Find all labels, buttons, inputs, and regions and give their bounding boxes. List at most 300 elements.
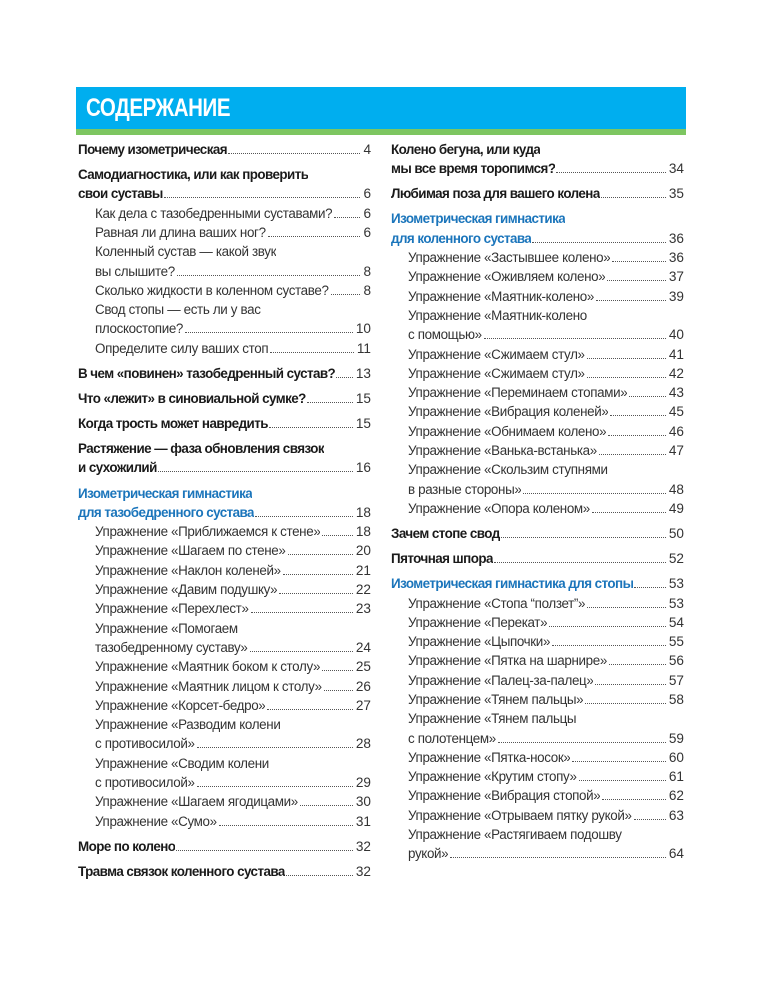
toc-subentry[interactable] bbox=[78, 300, 371, 339]
toc-entry-title: Зачем стопе свод bbox=[391, 526, 500, 542]
toc-chapter-entry[interactable] bbox=[391, 184, 684, 203]
toc-subentry[interactable] bbox=[391, 364, 684, 383]
toc-entry-line bbox=[78, 300, 371, 319]
toc-subentry[interactable] bbox=[391, 632, 684, 651]
toc-chapter-entry[interactable] bbox=[391, 140, 684, 179]
toc-chapter-entry[interactable] bbox=[78, 389, 371, 408]
dot-leader bbox=[286, 874, 353, 876]
toc-page-number: 24 bbox=[355, 639, 371, 655]
toc-entry-line bbox=[391, 229, 684, 248]
toc-entry-line bbox=[391, 767, 684, 786]
toc-entry-line bbox=[391, 844, 684, 863]
dot-leader bbox=[484, 337, 666, 339]
toc-entry-line bbox=[391, 402, 684, 421]
toc-page-number: 34 bbox=[668, 161, 684, 177]
toc-entry-line bbox=[78, 414, 371, 433]
toc-entry-line bbox=[78, 484, 371, 503]
toc-entry-line bbox=[78, 522, 371, 541]
toc-page-number: 49 bbox=[668, 500, 684, 516]
toc-entry-title: Травма связок коленного сустава bbox=[78, 863, 285, 879]
dot-leader bbox=[158, 470, 353, 472]
toc-entry-line bbox=[78, 242, 371, 261]
toc-entry-title: рукой» bbox=[408, 846, 449, 862]
dot-leader bbox=[498, 741, 666, 743]
toc-entry-line bbox=[78, 696, 371, 715]
toc-chapter-entry[interactable] bbox=[78, 364, 371, 383]
toc-entry-title: Упражнение «Вибрация стопой» bbox=[408, 788, 601, 804]
toc-entry-line bbox=[78, 541, 371, 560]
dot-leader bbox=[288, 553, 353, 555]
toc-subentry[interactable] bbox=[391, 613, 684, 632]
toc-page-number: 25 bbox=[355, 659, 371, 675]
toc-entry-title: Упражнение «Давим подушку» bbox=[95, 582, 278, 598]
toc-entry-title: Колено бегуна, или куда bbox=[391, 142, 541, 157]
toc-subentry[interactable] bbox=[78, 715, 371, 754]
toc-page-number: 22 bbox=[355, 582, 371, 598]
dot-leader bbox=[279, 592, 353, 594]
dot-leader bbox=[587, 357, 666, 359]
dot-leader bbox=[587, 606, 666, 608]
dot-leader bbox=[532, 241, 666, 243]
toc-entry-line bbox=[391, 422, 684, 441]
toc-subentry[interactable] bbox=[391, 402, 684, 421]
toc-page-number: 41 bbox=[668, 346, 684, 362]
toc-page-number: 32 bbox=[355, 838, 371, 854]
toc-entry-line bbox=[78, 619, 371, 638]
toc-page-number: 15 bbox=[355, 416, 371, 432]
toc-entry-title: плоскостопие? bbox=[95, 321, 184, 337]
toc-subentry[interactable] bbox=[78, 242, 371, 281]
toc-page-number: 21 bbox=[355, 562, 371, 578]
toc-entry-line bbox=[78, 439, 371, 458]
toc-page-number: 50 bbox=[668, 526, 684, 542]
dot-leader bbox=[177, 274, 361, 276]
toc-entry-title: свои суставы bbox=[78, 186, 163, 202]
toc-page-number: 10 bbox=[355, 321, 371, 337]
toc-entry-line bbox=[78, 503, 371, 522]
toc-entry-title: Коленный сустав — какой звук bbox=[95, 244, 277, 260]
toc-entry-title: Упражнение «Застывшее колено» bbox=[408, 250, 611, 266]
toc-page-number: 52 bbox=[668, 551, 684, 567]
toc-entry-title: Изометрическая гимнастика bbox=[391, 211, 566, 227]
toc-subentry[interactable] bbox=[391, 248, 684, 267]
toc-page-number: 62 bbox=[668, 788, 684, 804]
toc-subentry[interactable] bbox=[78, 339, 371, 358]
toc-subentry[interactable] bbox=[78, 696, 371, 715]
toc-entry-title: Упражнение «Тянем пальцы bbox=[408, 711, 577, 727]
toc-subentry[interactable] bbox=[391, 825, 684, 864]
dot-leader bbox=[595, 683, 665, 685]
dot-leader bbox=[267, 708, 352, 710]
toc-entry-line bbox=[78, 458, 371, 477]
dot-leader bbox=[556, 171, 665, 173]
dot-leader bbox=[596, 299, 666, 301]
toc-entry-line bbox=[391, 825, 684, 844]
toc-entry-title: вы слышите? bbox=[95, 263, 175, 279]
toc-page-number: 15 bbox=[355, 390, 371, 406]
toc-chapter-entry[interactable] bbox=[78, 414, 371, 433]
toc-chapter-entry[interactable] bbox=[78, 165, 371, 204]
toc-entry-title: Упражнение «Вибрация коленей» bbox=[408, 404, 609, 420]
dot-leader bbox=[197, 746, 353, 748]
toc-page-number: 42 bbox=[668, 365, 684, 381]
toc-subentry[interactable] bbox=[391, 460, 684, 499]
toc-page-number: 16 bbox=[355, 460, 371, 476]
toc-entry-line bbox=[391, 460, 684, 479]
toc-entry-line bbox=[391, 651, 684, 670]
toc-subentry[interactable] bbox=[78, 580, 371, 599]
toc-page-number: 55 bbox=[668, 634, 684, 650]
toc-entry-line bbox=[78, 262, 371, 281]
toc-entry-line bbox=[391, 140, 684, 159]
toc-subentry[interactable] bbox=[78, 281, 371, 300]
dot-leader bbox=[300, 804, 353, 806]
toc-entry-title: Упражнение «Цыпочки» bbox=[408, 634, 551, 650]
toc-entry-title: Море по колено bbox=[78, 838, 176, 854]
toc-entry-line bbox=[78, 837, 371, 856]
toc-entry-line bbox=[391, 364, 684, 383]
dot-leader bbox=[228, 152, 360, 154]
toc-entry-title: Упражнение «Помогаем bbox=[95, 620, 238, 636]
toc-page-number: 18 bbox=[355, 504, 371, 520]
toc-page-number: 4 bbox=[363, 142, 371, 157]
toc-subentry[interactable] bbox=[391, 651, 684, 670]
toc-page-number: 39 bbox=[668, 288, 684, 304]
toc-entry-title: Свод стопы — есть ли у вас bbox=[95, 302, 261, 318]
toc-entry-title: Упражнение «Сумо» bbox=[95, 813, 217, 829]
toc-entry-title: Упражнение «Шагаем по стене» bbox=[95, 543, 286, 559]
toc-entry-line bbox=[391, 267, 684, 286]
toc-page-number: 6 bbox=[363, 186, 371, 202]
dot-leader bbox=[197, 785, 353, 787]
toc-entry-line bbox=[78, 364, 371, 383]
toc-subentry[interactable] bbox=[78, 754, 371, 793]
dot-leader bbox=[250, 650, 353, 652]
toc-page-number: 32 bbox=[355, 863, 371, 879]
toc-entry-line bbox=[391, 729, 684, 748]
dot-leader bbox=[255, 515, 353, 517]
toc-page-number: 37 bbox=[668, 269, 684, 285]
dot-leader bbox=[164, 196, 361, 198]
toc-subentry[interactable] bbox=[391, 690, 684, 709]
dot-leader bbox=[585, 702, 666, 704]
toc-chapter-entry[interactable] bbox=[78, 862, 371, 881]
toc-page-number: 23 bbox=[355, 601, 371, 617]
toc-chapter-entry[interactable] bbox=[391, 549, 684, 568]
toc-entry-line bbox=[78, 773, 371, 792]
toc-entry-title: Изометрическая гимнастика bbox=[78, 485, 253, 501]
toc-page-number: 35 bbox=[668, 186, 684, 202]
toc-page-number: 57 bbox=[668, 672, 684, 688]
toc-entry-title: Упражнение «Оживляем колено» bbox=[408, 269, 606, 285]
toc-chapter-entry[interactable] bbox=[78, 439, 371, 478]
toc-subentry[interactable] bbox=[391, 709, 684, 748]
toc-entry-title: Упражнение «Ванька-встанька» bbox=[408, 443, 597, 459]
toc-page-number: 36 bbox=[668, 230, 684, 246]
toc-subentry[interactable] bbox=[78, 619, 371, 658]
toc-page-number: 61 bbox=[668, 769, 684, 785]
toc-entry-title: с помощью» bbox=[408, 327, 482, 343]
dot-leader bbox=[450, 856, 666, 858]
toc-subentry[interactable] bbox=[78, 812, 371, 831]
dot-leader bbox=[322, 534, 352, 536]
toc-subentry[interactable] bbox=[391, 441, 684, 460]
toc-entry-line bbox=[391, 184, 684, 203]
toc-entry-line bbox=[391, 632, 684, 651]
toc-entry-title: Упражнение «Перекат» bbox=[408, 614, 548, 630]
dot-leader bbox=[609, 663, 666, 665]
toc-subentry[interactable] bbox=[391, 267, 684, 286]
toc-page-number: 58 bbox=[668, 692, 684, 707]
toc-entry-line bbox=[78, 638, 371, 657]
toc-entry-line bbox=[78, 339, 371, 358]
toc-entry-title: Упражнение «Тянем пальцы» bbox=[408, 692, 584, 707]
toc-page-number: 29 bbox=[355, 774, 371, 790]
toc-page-number: 46 bbox=[668, 423, 684, 439]
toc-column-right bbox=[391, 140, 684, 864]
toc-subentry[interactable] bbox=[391, 594, 684, 613]
toc-entry-title: Равная ли длина ваших ног? bbox=[95, 224, 266, 240]
toc-entry-line bbox=[78, 599, 371, 618]
dot-leader bbox=[629, 395, 666, 397]
toc-entry-line bbox=[391, 306, 684, 325]
toc-entry-title: Сколько жидкости в коленном суставе? bbox=[95, 282, 329, 298]
toc-entry-title: для коленного сустава bbox=[391, 230, 532, 246]
toc-entry-title: с полотенцем» bbox=[408, 730, 496, 746]
toc-entry-line bbox=[391, 345, 684, 364]
toc-subentry[interactable] bbox=[391, 306, 684, 345]
dot-leader bbox=[185, 331, 353, 333]
toc-entry-line bbox=[391, 499, 684, 518]
toc-entry-line bbox=[78, 715, 371, 734]
toc-subentry[interactable] bbox=[391, 806, 684, 825]
toc-subentry[interactable] bbox=[391, 671, 684, 690]
toc-entry-line bbox=[78, 657, 371, 676]
toc-subentry[interactable] bbox=[78, 541, 371, 560]
toc-page-number: 40 bbox=[668, 327, 684, 343]
dot-leader bbox=[270, 351, 354, 353]
toc-entry-line bbox=[391, 574, 684, 593]
toc-subentry[interactable] bbox=[78, 522, 371, 541]
toc-entry-line bbox=[391, 209, 684, 228]
toc-page-number: 6 bbox=[363, 224, 371, 240]
toc-subentry[interactable] bbox=[391, 422, 684, 441]
dot-leader bbox=[572, 760, 665, 762]
toc-page-number: 54 bbox=[668, 614, 684, 630]
toc-subentry[interactable] bbox=[391, 499, 684, 518]
toc-entry-title: Упражнение «Палец-за-палец» bbox=[408, 672, 594, 688]
toc-entry-title: Упражнение «Разводим колени bbox=[95, 717, 281, 733]
banner-green-stripe bbox=[76, 129, 686, 135]
dot-leader bbox=[523, 492, 665, 494]
toc-entry-line bbox=[391, 287, 684, 306]
toc-page-number: 20 bbox=[355, 543, 371, 559]
toc-entry-title: Упражнение «Наклон коленей» bbox=[95, 562, 281, 578]
dot-leader bbox=[610, 414, 665, 416]
toc-entry-line bbox=[391, 325, 684, 344]
toc-entry-title: в разные стороны» bbox=[408, 481, 522, 497]
toc-page-number: 60 bbox=[668, 749, 684, 765]
toc-section-heading[interactable] bbox=[391, 209, 684, 248]
toc-entry-title: Любимая поза для вашего колена bbox=[391, 186, 600, 202]
toc-entry-title: Самодиагностика, или как проверить bbox=[78, 167, 309, 183]
toc-entry-line bbox=[391, 786, 684, 805]
dot-leader bbox=[283, 573, 353, 575]
toc-entry-line bbox=[78, 754, 371, 773]
toc-entry-line bbox=[78, 580, 371, 599]
toc-entry-title: Упражнение «Растягиваем подошву bbox=[408, 827, 622, 843]
toc-entry-line bbox=[391, 806, 684, 825]
dot-leader bbox=[612, 260, 666, 262]
toc-entry-title: для тазобедренного сустава bbox=[78, 504, 254, 520]
toc-entry-line bbox=[78, 734, 371, 753]
toc-page-number: 26 bbox=[355, 678, 371, 694]
toc-subentry[interactable] bbox=[78, 223, 371, 242]
toc-entry-title: Упражнение «Маятник-колено bbox=[408, 307, 587, 323]
toc-section-heading[interactable] bbox=[391, 574, 684, 593]
toc-entry-title: с противосилой» bbox=[95, 774, 195, 790]
toc-page-number: 47 bbox=[668, 443, 684, 459]
dot-leader bbox=[336, 376, 353, 378]
toc-entry-title: Упражнение «Приближаемся к стене» bbox=[95, 524, 321, 540]
toc-entry-line bbox=[78, 184, 371, 203]
toc-entry-line bbox=[391, 248, 684, 267]
toc-subentry[interactable] bbox=[78, 204, 371, 223]
toc-entry-line bbox=[78, 140, 371, 159]
toc-chapter-entry[interactable] bbox=[78, 837, 371, 856]
toc-entry-title: Что «лежит» в синовиальной сумке? bbox=[78, 390, 306, 406]
toc-entry-line bbox=[78, 389, 371, 408]
toc-entry-title: Упражнение «Маятник боком к столу» bbox=[95, 659, 321, 675]
toc-column-left bbox=[78, 140, 371, 881]
toc-subentry[interactable] bbox=[391, 786, 684, 805]
toc-page-number: 36 bbox=[668, 250, 684, 266]
toc-entry-title: с противосилой» bbox=[95, 736, 195, 752]
dot-leader bbox=[322, 669, 353, 671]
dot-leader bbox=[269, 426, 353, 428]
toc-entry-line bbox=[391, 594, 684, 613]
toc-page-number: 56 bbox=[668, 653, 684, 669]
toc-entry-line bbox=[391, 524, 684, 543]
toc-entry-title: Растяжение — фаза обновления связок bbox=[78, 441, 325, 457]
dot-leader bbox=[608, 434, 666, 436]
toc-entry-line bbox=[391, 480, 684, 499]
dot-leader bbox=[587, 376, 666, 378]
toc-subentry[interactable] bbox=[78, 677, 371, 696]
toc-page-number: 6 bbox=[363, 205, 371, 221]
toc-page-number: 53 bbox=[668, 595, 684, 611]
toc-entry-title: Упражнение «Скользим ступнями bbox=[408, 462, 608, 478]
toc-page-number: 48 bbox=[668, 481, 684, 497]
toc-entry-title: Упражнение «Сжимаем стул» bbox=[408, 365, 585, 381]
toc-page-number: 63 bbox=[668, 807, 684, 823]
toc-subentry[interactable] bbox=[391, 287, 684, 306]
toc-entry-line bbox=[78, 862, 371, 881]
toc-subentry[interactable] bbox=[391, 345, 684, 364]
toc-entry-line bbox=[78, 223, 371, 242]
toc-entry-title: Упражнение «Опора коленом» bbox=[408, 500, 590, 516]
toc-page-number: 64 bbox=[668, 846, 684, 862]
toc-entry-title: В чем «повинен» тазобедренный сустав? bbox=[78, 365, 336, 381]
toc-subentry[interactable] bbox=[391, 767, 684, 786]
dot-leader bbox=[268, 235, 361, 237]
toc-entry-line bbox=[78, 281, 371, 300]
page-title: СОДЕРЖАНИЕ bbox=[86, 94, 231, 122]
toc-entry-line bbox=[78, 561, 371, 580]
toc-entry-title: Упражнение «Пятка на шарнире» bbox=[408, 653, 607, 669]
toc-page-number: 31 bbox=[355, 813, 371, 829]
toc-chapter-entry[interactable] bbox=[391, 524, 684, 543]
toc-entry-line bbox=[391, 383, 684, 402]
toc-page-number: 53 bbox=[668, 576, 684, 592]
dot-leader bbox=[634, 818, 666, 820]
toc-section-heading[interactable] bbox=[78, 484, 371, 523]
toc-entry-title: Изометрическая гимнастика для стопы bbox=[391, 576, 634, 592]
toc-entry-line bbox=[78, 792, 371, 811]
toc-entry-line bbox=[78, 677, 371, 696]
toc-subentry[interactable] bbox=[78, 792, 371, 811]
dot-leader bbox=[592, 511, 666, 513]
toc-page-number: 13 bbox=[355, 365, 371, 381]
toc-chapter-entry[interactable] bbox=[78, 140, 371, 159]
toc-page-number: 45 bbox=[668, 404, 684, 420]
toc-entry-title: Упражнение «Шагаем ягодицами» bbox=[95, 794, 298, 810]
toc-subentry[interactable] bbox=[391, 748, 684, 767]
toc-page-number: 8 bbox=[363, 263, 371, 279]
dot-leader bbox=[176, 849, 352, 851]
toc-subentry[interactable] bbox=[78, 599, 371, 618]
toc-subentry[interactable] bbox=[78, 657, 371, 676]
toc-entry-line bbox=[391, 709, 684, 728]
toc-entry-title: Упражнение «Стопа “ползет”» bbox=[408, 595, 586, 611]
toc-entry-title: Упражнение «Маятник лицом к столу» bbox=[95, 678, 322, 694]
dot-leader bbox=[552, 644, 666, 646]
toc-page-number: 59 bbox=[668, 730, 684, 746]
toc-subentry[interactable] bbox=[391, 383, 684, 402]
toc-entry-line bbox=[391, 159, 684, 178]
toc-entry-title: Упражнение «Маятник-колено» bbox=[408, 288, 594, 304]
dot-leader bbox=[307, 401, 353, 403]
toc-page-number: 27 bbox=[355, 697, 371, 713]
toc-entry-title: Пяточная шпора bbox=[391, 551, 493, 567]
toc-entry-title: Определите силу ваших стоп bbox=[95, 340, 269, 356]
toc-page-number: 11 bbox=[356, 340, 371, 356]
toc-entry-title: Упражнение «Пятка-носок» bbox=[408, 749, 571, 765]
dot-leader bbox=[579, 779, 666, 781]
dot-leader bbox=[607, 279, 666, 281]
toc-entry-title: и сухожилий bbox=[78, 460, 157, 476]
dot-leader bbox=[494, 561, 666, 563]
dot-leader bbox=[549, 625, 666, 627]
toc-entry-line bbox=[391, 671, 684, 690]
dot-leader bbox=[599, 453, 666, 455]
toc-page-number: 28 bbox=[355, 736, 371, 752]
dot-leader bbox=[602, 798, 665, 800]
toc-entry-line bbox=[78, 319, 371, 338]
toc-entry-title: Почему изометрическая bbox=[78, 142, 228, 157]
toc-entry-line bbox=[391, 690, 684, 709]
toc-entry-line bbox=[391, 549, 684, 568]
toc-entry-line bbox=[78, 165, 371, 184]
toc-subentry[interactable] bbox=[78, 561, 371, 580]
dot-leader bbox=[634, 586, 665, 588]
toc-entry-line bbox=[391, 613, 684, 632]
toc-entry-title: Упражнение «Корсет-бедро» bbox=[95, 697, 266, 713]
dot-leader bbox=[331, 293, 361, 295]
dot-leader bbox=[601, 196, 666, 198]
toc-page-number: 18 bbox=[355, 524, 371, 540]
toc-entry-line bbox=[78, 812, 371, 831]
